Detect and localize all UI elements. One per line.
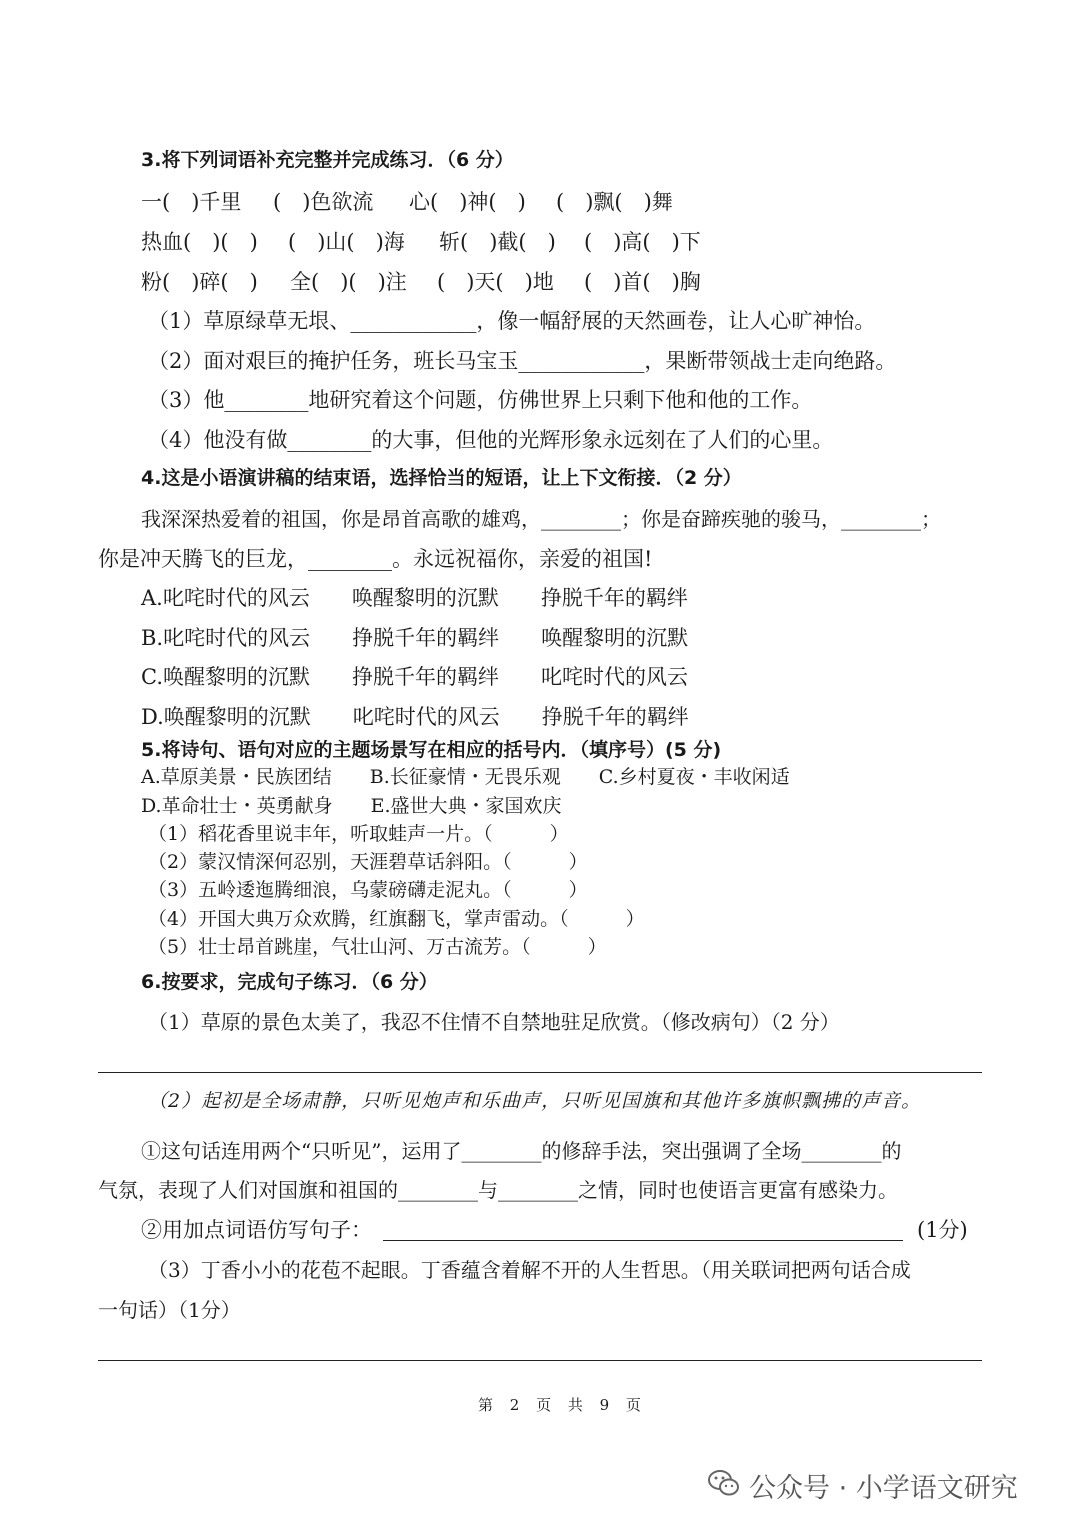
- q4-passage-line-2: 你是冲天腾飞的巨龙，________。永远祝福你，亲爱的祖国!: [98, 547, 653, 571]
- q4-passage-line-1: 我深深热爱着的祖国，你是昂首高歌的雄鸡，________；你是奋蹄疾驰的骏马，________；: [141, 507, 941, 531]
- fill-item: 粉( )碎( ): [141, 270, 258, 294]
- q6-sentence-2a-line-2: 气氛，表现了人们对国旗和祖国的________与________之情，同时也使语言更富有感染力。: [98, 1178, 898, 1202]
- answer-line: [98, 1360, 982, 1361]
- q4-option-b: B.叱咤时代的风云 挣脱千年的羁绊 唤醒黎明的沉默: [141, 626, 689, 650]
- fill-item: ( )天( )地: [437, 270, 554, 294]
- fill-item: 一( )千里: [141, 190, 242, 214]
- q3-sentence-3: （3）他________地研究着这个问题，仿佛世界上只剩下他和他的工作。: [148, 388, 813, 412]
- fill-item: 热血( )( ): [141, 230, 258, 254]
- q3-sentence-4: （4）他没有做________的大事，但他的光辉形象永远刻在了人们的心里。: [148, 428, 834, 452]
- q5-themes-line-1: A.草原美景・民族团结 B.长征豪情・无畏乐观 C.乡村夏夜・丰收闲适: [141, 766, 790, 788]
- q5-item-1: （1）稻花香里说丰年，听取蛙声一片。（ ）: [148, 823, 569, 845]
- q4-title: 4.这是小语演讲稿的结束语，选择恰当的短语，让上下文衔接．（2 分）: [141, 467, 742, 489]
- q6-sentence-3-line-1: （3）丁香小小的花苞不起眼。丁香蕴含着解不开的人生哲思。（用关联词把两句话合成: [148, 1258, 911, 1282]
- fill-item: 全( )( )注: [290, 270, 407, 294]
- q6-title: 6.按要求，完成句子练习．（6 分）: [141, 971, 438, 993]
- q6-sentence-3-line-2: 一句话）（1分）: [98, 1298, 241, 1322]
- fill-item: ( )首( )胸: [584, 270, 701, 294]
- fill-item: ( )色欲流: [273, 190, 374, 214]
- q4-option-d: D.唤醒黎明的沉默 叱咤时代的风云 挣脱千年的羁绊: [141, 705, 689, 729]
- fill-item: ( )山( )海: [288, 230, 405, 254]
- imitation-answer-line: [383, 1240, 903, 1241]
- q6-sentence-2b-score: (1分): [917, 1218, 968, 1242]
- q4-option-c: C.唤醒黎明的沉默 挣脱千年的羁绊 叱咤时代的风云: [141, 665, 688, 689]
- fill-item: 斩( )截( ): [439, 230, 556, 254]
- q6-sentence-2b: ②用加点词语仿写句子：: [141, 1218, 372, 1242]
- q6-sentence-2a-line-1: ①这句话连用两个“只听见”，运用了________的修辞手法，突出强调了全场________的: [141, 1139, 902, 1163]
- fill-item: ( )飘( )舞: [556, 190, 673, 214]
- q5-themes-line-2: D.革命壮士・英勇献身 E.盛世大典・家国欢庆: [141, 795, 562, 817]
- page-number: 第 2 页 共 9 页: [478, 1396, 647, 1414]
- q3-sentence-2: （2）面对艰巨的掩护任务，班长马宝玉____________，果断带领战士走向绝路。: [148, 349, 897, 373]
- q5-item-5: （5）壮士昂首跳崖，气壮山河、万古流芳。（ ）: [148, 936, 607, 958]
- q3-title: 3.将下列词语补充完整并完成练习．（6 分）: [141, 149, 514, 171]
- q6-sentence-2: （2）起初是全场肃静，只听见炮声和乐曲声，只听见国旗和其他许多旗帜飘拂的声音。: [148, 1090, 922, 1112]
- q4-option-a: A.叱咤时代的风云 唤醒黎明的沉默 挣脱千年的羁绊: [141, 586, 688, 610]
- q5-item-4: （4）开国大典万众欢腾，红旗翻飞，掌声雷动。（ ）: [148, 908, 645, 930]
- q5-item-3: （3）五岭逶迤腾细浪，乌蒙磅礴走泥丸。（ ）: [148, 879, 588, 901]
- q5-item-2: （2）蒙汉情深何忍别，天涯碧草话斜阳。（ ）: [148, 851, 588, 873]
- answer-line: [98, 1072, 982, 1073]
- q5-title: 5.将诗句、语句对应的主题场景写在相应的括号内．（填序号）(5 分): [141, 739, 722, 761]
- fill-item: 心( )神( ): [409, 190, 526, 214]
- wechat-icon: [707, 1468, 741, 1498]
- q6-sentence-1: （1）草原的景色太美了，我忍不住情不自禁地驻足欣赏。（修改病句）（2 分）: [148, 1010, 840, 1034]
- q3-sentence-1: （1）草原绿草无垠、____________，像一幅舒展的天然画卷，让人心旷神怡。: [148, 309, 876, 333]
- fill-item: ( )高( )下: [584, 230, 701, 254]
- watermark-text: 公众号 · 小学语文研究: [749, 1473, 1018, 1504]
